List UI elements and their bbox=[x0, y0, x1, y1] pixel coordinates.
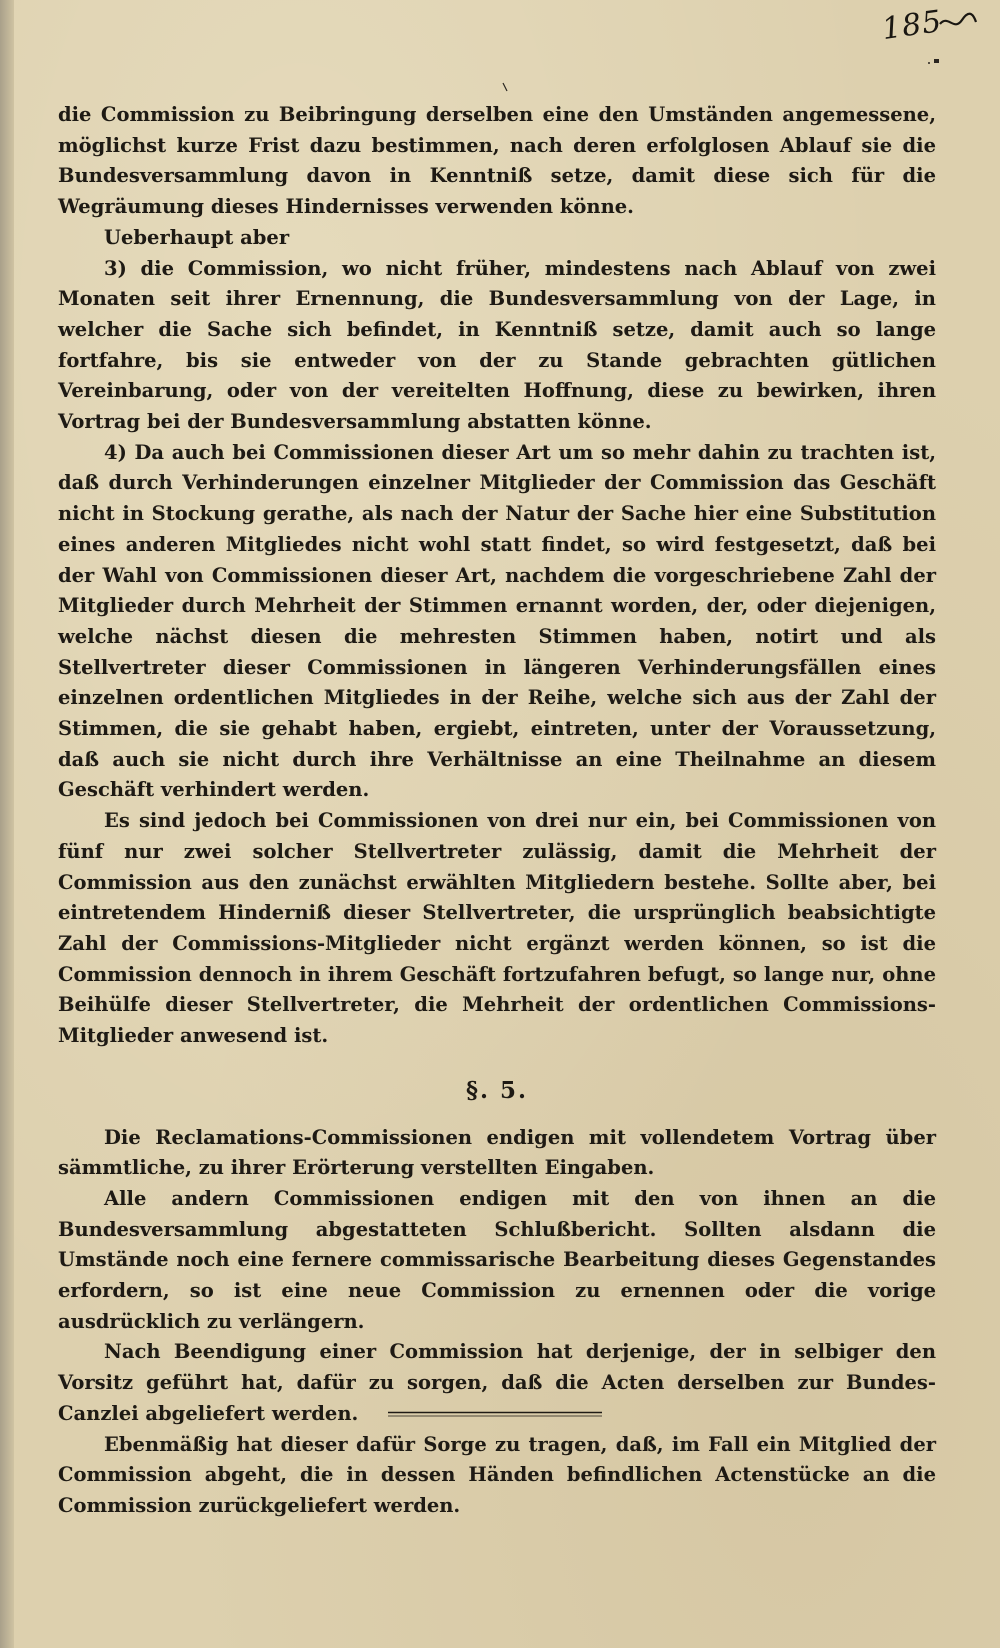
paragraph-reclamation: Die Reclamations-Commissionen endigen mit vollendetem Vortrag über sämmtliche, zu ihrer Erörterung verstellten Eingaben. bbox=[58, 1125, 936, 1180]
paragraph-beendigung: Nach Beendigung einer Commission hat derjenige, der in selbiger den Vorsitz geführt hat, dafür zu sorgen, daß die Acten derselben zur Bundes-Canzlei abgeliefert werden. bbox=[58, 1340, 936, 1425]
paragraph-item-4: 4) Da auch bei Commissionen dieser Art um so mehr dahin zu trachten ist, daß durch Verhinderungen einzelner Mitglieder der Commission das Geschäft nicht in Stockung gerathe, als nach der Natur der Sache hier eine Substitution eines anderen Mitgliedes nicht wohl statt findet, so wird festgesetzt, daß bei der Wahl von Commissionen dieser Art, nachdem die vorgeschriebene Zahl der Mitglieder durch Mehrheit der Stimmen ernannt worden, der, oder diejenigen, welche nächst diesen die mehresten Stimmen haben, notirt und als Stellvertreter dieser Commissionen in längeren Verhinderungsfällen eines einzelnen ordentlichen Mitgliedes in der Reihe, welche sich aus der Zahl der Stimmen, die sie gehabt haben, ergiebt, eintreten, unter der Voraussetzung, daß auch sie nicht durch ihre Verhältnisse an eine Theilnahme an diesem Geschäft verhindert werden. bbox=[58, 440, 936, 802]
ink-mark bbox=[926, 58, 940, 66]
page-edge-shadow bbox=[0, 0, 14, 1648]
folio-flourish-mark bbox=[938, 10, 978, 34]
section-heading: §. 5. bbox=[465, 1076, 529, 1104]
paragraph-stellvertreter: Es sind jedoch bei Commissionen von drei nur ein, bei Commissionen von fünf nur zwei solcher Stellvertreter zulässig, damit die Mehrheit der Commission aus den zunächst erwählten Mitgliedern bestehe. Sollte aber, bei eintretendem Hinderniß dieser Stellvertreter, die ursprünglich beabsichtigte Zahl der Commissions-Mitglieder nicht ergänzt werden können, so ist die Commission dennoch in ihrem Geschäft fortzufahren befugt, so lange nur, ohne Beihülfe dieser Stellvertreter, die Mehrheit der ordentlichen Commissions-Mitglieder anwesend ist. bbox=[58, 809, 936, 1048]
paragraph-ebenmaessig: Ebenmäßig hat dieser dafür Sorge zu tragen, daß, im Fall ein Mitglied der Commission abgeht, die in dessen Händen befindlichen Actenstücke an die Commission zurückgeliefert werden. bbox=[58, 1432, 936, 1517]
paragraph-andere-commissionen: Alle andern Commissionen endigen mit den von ihnen an die Bundesversammlung abgestatteten Schlußbericht. Sollten alsdann die Umstände noch eine fernere commissarische Bearbeitung dieses Gegenstandes erfordern, so ist eine neue Commission zu ernennen oder die vorige ausdrücklich zu verlängern. bbox=[58, 1186, 936, 1333]
page-number: 185 bbox=[879, 3, 945, 48]
body-text bbox=[58, 100, 936, 1522]
paragraph-item-3: 3) die Commission, wo nicht früher, mindestens nach Ablauf von zwei Monaten seit ihrer Ernennung, die Bundesversammlung von der Lage, in welcher die Sache sich befindet, in Kenntniß setze, damit auch so lange fortfahre, bis sie entweder von der zu Stande gebrachten gütlichen Vereinbarung, oder von der vereitelten Hoffnung, diese zu bewirken, ihren Vortrag bei der Bundesversammlung abstatten könne. bbox=[58, 256, 936, 434]
tick-mark bbox=[502, 82, 508, 92]
paragraph-ueberhaupt: Ueberhaupt aber bbox=[104, 225, 290, 249]
paragraph-continuation: die Commission zu Beibringung derselben eine den Umständen angemessene, möglichst kurze Frist dazu bestimmen, nach deren erfolglosen Ablauf sie die Bundesversammlung davon in Kenntniß setze, damit diese sich für die Wegräumung dieses Hindernisses verwenden könne. bbox=[58, 103, 936, 219]
closing-rule bbox=[388, 1410, 602, 1418]
